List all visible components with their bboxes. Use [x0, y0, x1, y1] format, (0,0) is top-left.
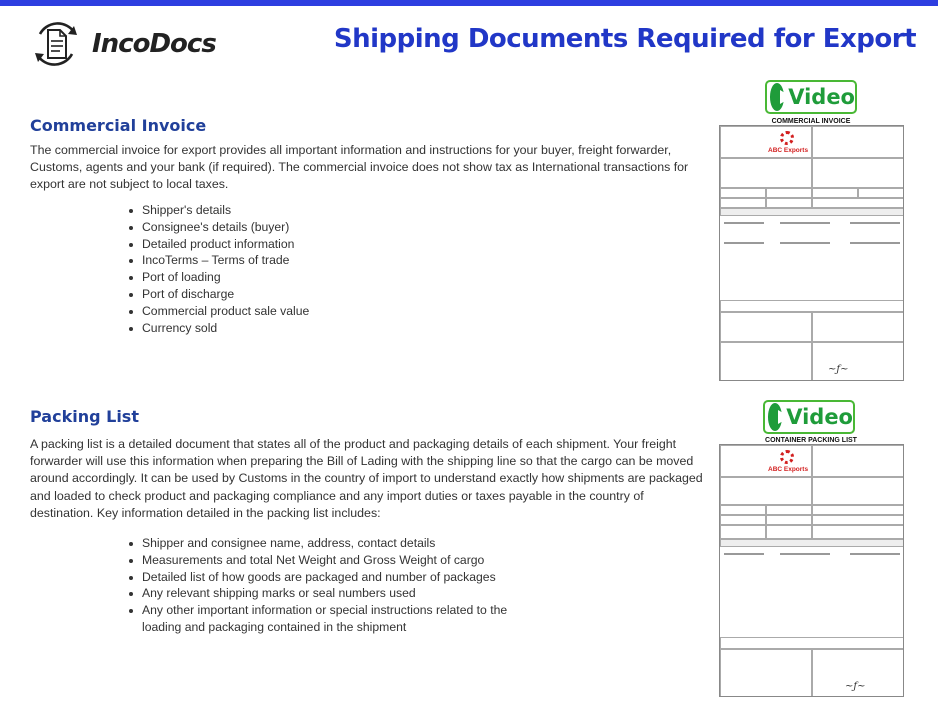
list-item: Shipper's details — [127, 202, 309, 219]
doc-company-name: ABC Exports — [768, 147, 809, 154]
brand-logo[interactable] — [30, 18, 216, 70]
play-icon — [768, 403, 782, 431]
commercial-invoice-preview[interactable] — [719, 125, 904, 381]
document-cycle-icon — [30, 18, 82, 70]
invoice-video-button[interactable] — [765, 80, 857, 114]
list-item: Measurements and total Net Weight and Gross Weight of cargo — [127, 552, 547, 569]
gear-icon — [780, 450, 794, 464]
packing-list-heading: Packing List — [30, 407, 139, 426]
top-accent-bar — [0, 0, 938, 6]
gear-icon — [780, 131, 794, 145]
list-item: Any relevant shipping marks or seal numbers used — [127, 585, 547, 602]
signature-scribble: ~ƒ~ — [845, 681, 866, 692]
commercial-invoice-description: The commercial invoice for export provides all important information and instructions for your buyer, freight forwarder, Customs, agents and your bank (if required). The commercial invoice does not show tax as International transactions for export are not subject to local taxes. — [30, 143, 689, 192]
packing-doc-title: CONTAINER PACKING LIST — [765, 437, 857, 444]
commercial-invoice-heading: Commercial Invoice — [30, 116, 207, 135]
video-label: Video — [788, 85, 855, 109]
packing-video-button[interactable] — [763, 400, 855, 434]
brand-name: IncoDocs — [92, 29, 216, 59]
packing-list-list — [127, 535, 547, 636]
list-item: Any other important information or special instructions related to the loading and packaging contained in the shipment — [127, 602, 547, 636]
list-item: Shipper and consignee name, address, contact details — [127, 535, 547, 552]
list-item: Detailed list of how goods are packaged and number of packages — [127, 569, 547, 586]
list-item: Commercial product sale value — [127, 303, 309, 320]
list-item: Currency sold — [127, 320, 309, 337]
page-title: Shipping Documents Required for Export — [333, 24, 916, 54]
list-item: Detailed product information — [127, 236, 309, 253]
packing-list-description: A packing list is a detailed document that states all of the product and packaging details of each shipment. Your freight forwarder will use this information when preparing the Bill of Lading with the shipping line so that the cargo can be moved around accordingly. It can be used by Customs in the country of import to understand exactly how shipments are packaged and loaded to check product and packaging compliance and any import duties or taxes payable in the country of destination. Key information detailed in the packing list includes: — [30, 437, 703, 520]
doc-company-name: ABC Exports — [768, 466, 809, 473]
signature-scribble: ~ƒ~ — [828, 364, 849, 375]
video-label: Video — [786, 405, 853, 429]
play-icon — [770, 83, 784, 111]
list-item: Port of discharge — [127, 286, 309, 303]
list-item: Consignee's details (buyer) — [127, 219, 309, 236]
list-item: Port of loading — [127, 269, 309, 286]
list-item: IncoTerms – Terms of trade — [127, 252, 309, 269]
commercial-invoice-list — [127, 202, 309, 336]
invoice-doc-title: COMMERCIAL INVOICE — [771, 118, 851, 125]
packing-list-preview[interactable] — [719, 444, 904, 697]
